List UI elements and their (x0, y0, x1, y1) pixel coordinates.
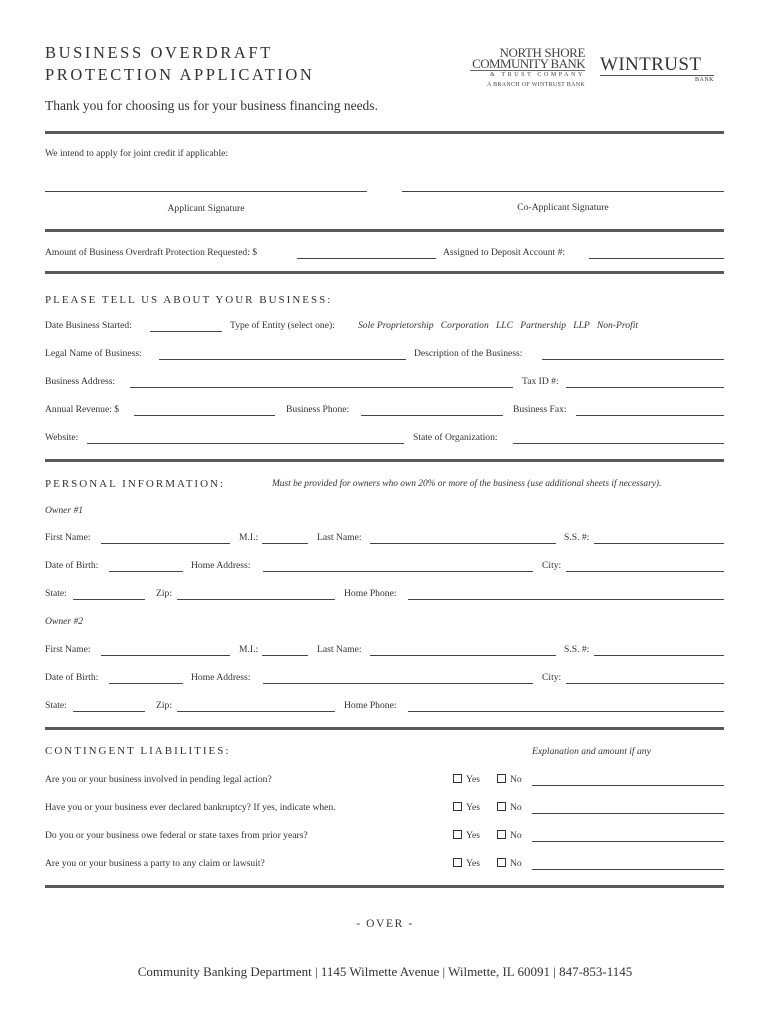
amount-requested-field[interactable] (297, 258, 436, 259)
checkbox-icon (497, 830, 506, 839)
annual-revenue-field[interactable] (134, 415, 275, 416)
owner1-mi-label: M.I.: (239, 532, 259, 543)
contingent-section-heading: CONTINGENT LIABILITIES: (45, 745, 231, 757)
owner1-first-name-field[interactable] (101, 543, 230, 544)
owner1-first-name-label: First Name: (45, 532, 91, 543)
checkbox-icon (497, 774, 506, 783)
state-org-label: State of Organization: (413, 432, 498, 443)
owner2-city-label: City: (542, 672, 562, 683)
q3-explanation-field[interactable] (532, 841, 724, 842)
owner2-dob-label: Date of Birth: (45, 672, 99, 683)
owner2-home-address-field[interactable] (263, 683, 533, 684)
co-applicant-signature-label: Co-Applicant Signature (517, 202, 609, 213)
owner1-home-address-label: Home Address: (191, 560, 251, 571)
owner2-home-address-label: Home Address: (191, 672, 251, 683)
divider (45, 727, 724, 730)
amount-requested-label: Amount of Business Overdraft Protection Requested: $ (45, 247, 258, 258)
q2-yes-checkbox[interactable]: Yes (453, 802, 480, 813)
q1-explanation-field[interactable] (532, 785, 724, 786)
business-phone-field[interactable] (361, 415, 503, 416)
q1-no-checkbox[interactable]: No (497, 774, 522, 785)
date-started-label: Date Business Started: (45, 320, 132, 331)
owner2-zip-field[interactable] (177, 711, 335, 712)
entity-type-options[interactable]: Sole Proprietorship Corporation LLC Partnership LLP Non-Profit (358, 320, 639, 331)
owner1-mi-field[interactable] (262, 543, 308, 544)
q4-explanation-field[interactable] (532, 869, 724, 870)
owner2-zip-label: Zip: (156, 700, 172, 711)
owner1-dob-field[interactable] (109, 571, 183, 572)
owner2-first-name-label: First Name: (45, 644, 91, 655)
website-field[interactable] (87, 443, 404, 444)
owner1-state-field[interactable] (73, 599, 145, 600)
annual-revenue-label: Annual Revenue: $ (45, 404, 120, 415)
applicant-signature-line[interactable] (45, 191, 367, 192)
owner1-ssn-field[interactable] (594, 543, 724, 544)
owner1-home-address-field[interactable] (263, 571, 533, 572)
owner2-first-name-field[interactable] (101, 655, 230, 656)
owner1-last-name-label: Last Name: (317, 532, 362, 543)
footer-contact: Community Banking Department | 1145 Wilmette Avenue | Wilmette, IL 60091 | 847-853-1145 (137, 964, 633, 979)
business-address-field[interactable] (130, 387, 513, 388)
owner2-state-label: State: (45, 700, 67, 711)
q4-no-checkbox[interactable]: No (497, 858, 522, 869)
entity-type-label: Type of Entity (select one): (230, 320, 335, 331)
owner2-mi-field[interactable] (262, 655, 308, 656)
divider (45, 885, 724, 888)
deposit-account-label: Assigned to Deposit Account #: (443, 247, 566, 258)
q1-yes-checkbox[interactable]: Yes (453, 774, 480, 785)
owner1-zip-label: Zip: (156, 588, 172, 599)
form-title-line1: BUSINESS OVERDRAFT (45, 43, 273, 62)
owner1-ssn-label: S.S. #: (564, 532, 590, 543)
q2-no-checkbox[interactable]: No (497, 802, 522, 813)
owner1-state-label: State: (45, 588, 67, 599)
checkbox-icon (453, 830, 462, 839)
owner2-mi-label: M.I.: (239, 644, 259, 655)
divider (45, 131, 724, 134)
personal-section-heading: PERSONAL INFORMATION: (45, 478, 226, 490)
owner2-ssn-field[interactable] (594, 655, 724, 656)
form-title-line2: PROTECTION APPLICATION (45, 65, 315, 84)
state-org-field[interactable] (513, 443, 724, 444)
date-started-field[interactable] (150, 331, 222, 332)
owner1-label: Owner #1 (45, 505, 84, 516)
owner2-city-field[interactable] (566, 683, 724, 684)
owner1-zip-field[interactable] (177, 599, 335, 600)
thanks-text: Thank you for choosing us for your business financing needs. (45, 98, 378, 113)
business-fax-field[interactable] (576, 415, 724, 416)
question-legal-action: Are you or your business involved in pending legal action? (45, 774, 272, 785)
owner2-state-field[interactable] (73, 711, 145, 712)
owner1-city-field[interactable] (566, 571, 724, 572)
owner1-home-phone-label: Home Phone: (344, 588, 397, 599)
description-label: Description of the Business: (414, 348, 523, 359)
north-shore-logo: NORTH SHORE COMMUNITY BANK & TRUST COMPANY A BRANCH OF WINTRUST BANK (470, 47, 585, 90)
owner2-dob-field[interactable] (109, 683, 183, 684)
over-indicator: - OVER - (356, 918, 414, 930)
owner2-ssn-label: S.S. #: (564, 644, 590, 655)
checkbox-icon (453, 774, 462, 783)
checkbox-icon (453, 858, 462, 867)
business-phone-label: Business Phone: (286, 404, 350, 415)
checkbox-icon (453, 802, 462, 811)
owner1-last-name-field[interactable] (370, 543, 556, 544)
question-lawsuit: Are you or your business a party to any claim or lawsuit? (45, 858, 265, 869)
personal-note: Must be provided for owners who own 20% or more of the business (use additional sheets if necessary). (272, 479, 662, 489)
owner2-last-name-field[interactable] (370, 655, 556, 656)
divider (45, 271, 724, 274)
owner2-home-phone-field[interactable] (408, 711, 724, 712)
website-label: Website: (45, 432, 79, 443)
joint-credit-text: We intend to apply for joint credit if applicable: (45, 148, 229, 159)
q3-no-checkbox[interactable]: No (497, 830, 522, 841)
owner2-home-phone-label: Home Phone: (344, 700, 397, 711)
explanation-heading: Explanation and amount if any (532, 746, 651, 757)
description-field[interactable] (542, 359, 724, 360)
business-section-heading: PLEASE TELL US ABOUT YOUR BUSINESS: (45, 294, 333, 306)
owner1-city-label: City: (542, 560, 562, 571)
legal-name-field[interactable] (159, 359, 406, 360)
owner1-dob-label: Date of Birth: (45, 560, 99, 571)
owner2-label: Owner #2 (45, 616, 84, 627)
owner2-last-name-label: Last Name: (317, 644, 362, 655)
checkbox-icon (497, 802, 506, 811)
legal-name-label: Legal Name of Business: (45, 348, 142, 359)
q4-yes-checkbox[interactable]: Yes (453, 858, 480, 869)
q3-yes-checkbox[interactable]: Yes (453, 830, 480, 841)
co-applicant-signature-line[interactable] (402, 191, 724, 192)
owner1-home-phone-field[interactable] (408, 599, 724, 600)
question-bankruptcy: Have you or your business ever declared bankruptcy? If yes, indicate when. (45, 802, 336, 813)
tax-id-label: Tax ID #: (522, 376, 559, 387)
form-title (45, 42, 314, 86)
business-fax-label: Business Fax: (513, 404, 567, 415)
checkbox-icon (497, 858, 506, 867)
tax-id-field[interactable] (566, 387, 724, 388)
q2-explanation-field[interactable] (532, 813, 724, 814)
applicant-signature-label: Applicant Signature (167, 203, 245, 214)
divider (45, 459, 724, 462)
question-taxes: Do you or your business owe federal or state taxes from prior years? (45, 830, 308, 841)
wintrust-logo: WINTRUST BANK (600, 54, 714, 83)
deposit-account-field[interactable] (589, 258, 724, 259)
business-address-label: Business Address: (45, 376, 116, 387)
divider (45, 229, 724, 232)
